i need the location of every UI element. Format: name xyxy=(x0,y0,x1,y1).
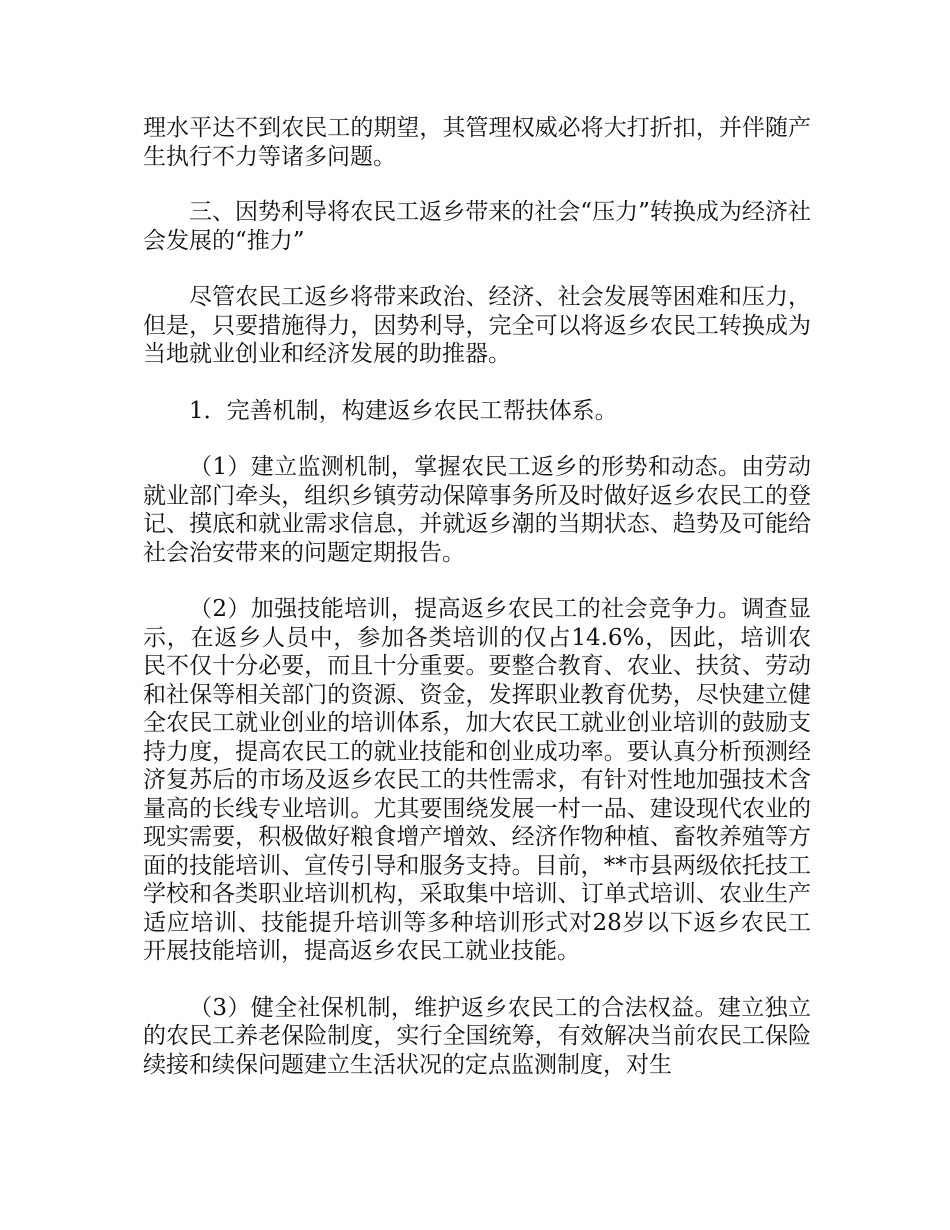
subheading-1: 1．完善机制，构建返乡农民工帮扶体系。 xyxy=(189,397,618,424)
document-body xyxy=(143,114,811,1107)
paragraph-item-2: （2）加强技能培训，提高返乡农民工的社会竞争力。调查显示，在返乡人员中，参加各类培训的仅占14.6%，因此，培训农民不仅十分必要，而且十分重要。要整合教育、农业、扶贫、劳动和社保等相关部门的资源、资金，发挥职业教育优势，尽快建立健全农民工就业创业的培训体系，加大农民工就业创业培训的鼓励支持力度，提高农民工的就业技能和创业成功率。要认真分析预测经济复苏后的市场及返乡农民工的共性需求，有针对性地加强技术含量高的长线专业培训。尤其要围绕发展一村一品、建设现代农业的现实需要，积极做好粮食增产增效、经济作物种植、畜牧养殖等方面的技能培训、宣传引导和服务支持。目前，**市县两级依托技工学校和各类职业培训机构，采取集中培训、订单式培训、农业生产适应培训、技能提升培训等多种培训形式对28岁以下返乡农民工开展技能培训，提高返乡农民工就业技能。 xyxy=(143,596,811,964)
paragraph-intro: 尽管农民工返乡将带来政治、经济、社会发展等困难和压力，但是，只要措施得力，因势利导，完全可以将返乡农民工转换成为当地就业创业和经济发展的助推器。 xyxy=(143,284,811,367)
paragraph-item-3: （3）健全社保机制，维护返乡农民工的合法权益。建立独立的农民工养老保险制度，实行全国统筹，有效解决当前农民工保险续接和续保问题建立生活状况的定点监测制度，对生 xyxy=(143,994,811,1078)
paragraph-item-1: （1）建立监测机制，掌握农民工返乡的形势和动态。由劳动就业部门牵头，组织乡镇劳动保障事务所及时做好返乡农民工的登记、摸底和就业需求信息，并就返乡潮的当期状态、趋势及可能给社会治安带来的问题定期报告。 xyxy=(143,454,811,566)
section-heading-three: 三、因势利导将农民工返乡带来的社会“压力”转换成为经济社会发展的“推力” xyxy=(143,199,811,254)
paragraph-continuation: 理水平达不到农民工的期望，其管理权威必将大打折扣，并伴随产生执行不力等诸多问题。 xyxy=(143,115,811,170)
